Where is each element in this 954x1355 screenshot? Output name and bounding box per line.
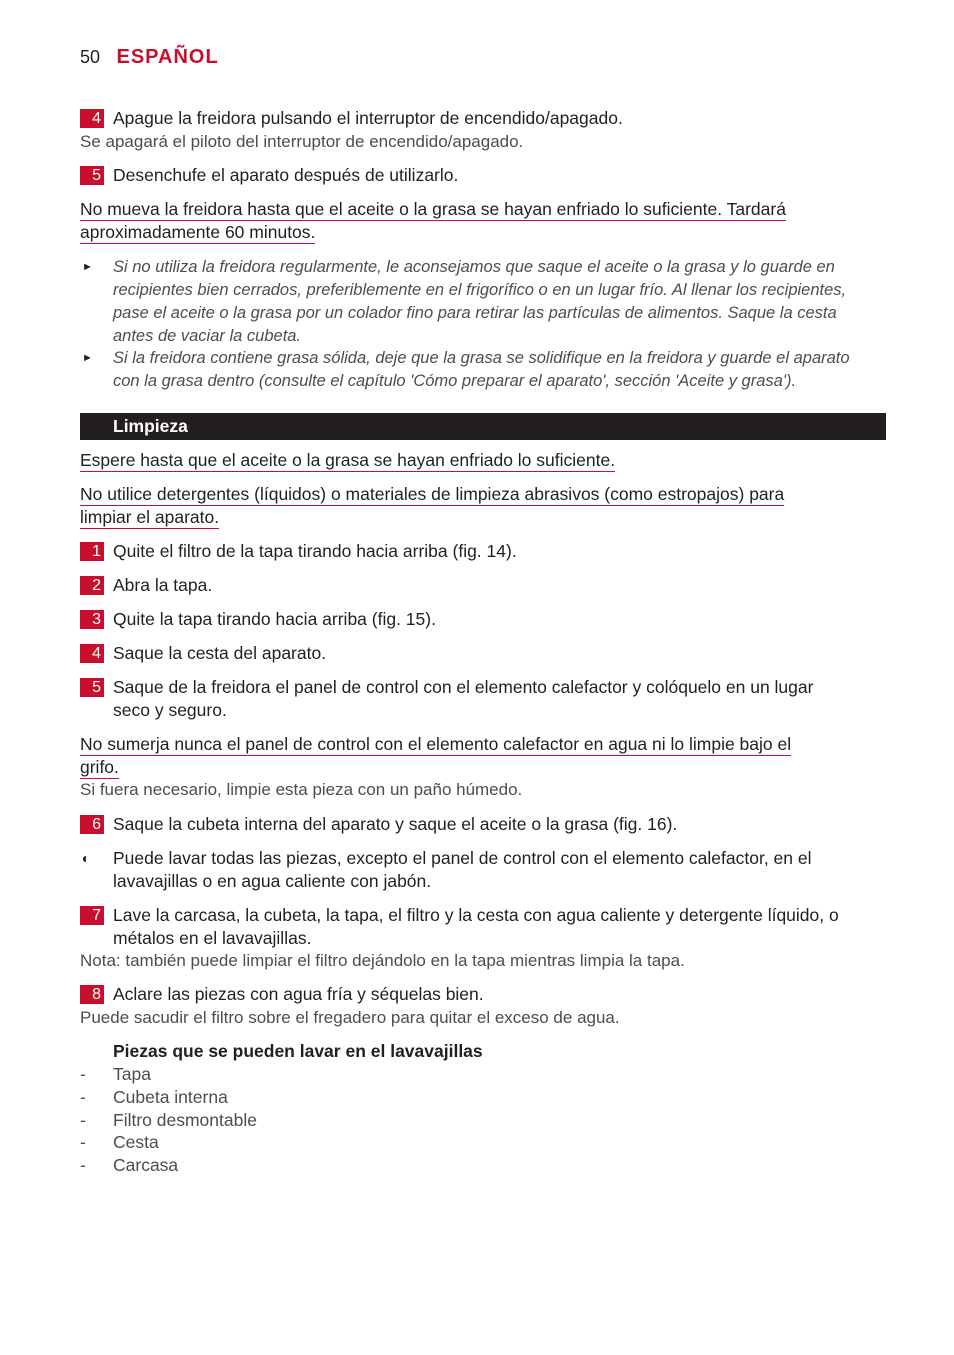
step-number-badge: 3 — [80, 610, 104, 629]
step-4-off — [80, 107, 886, 130]
page-number: 50 — [80, 47, 101, 67]
step-text: Saque de la freidora el panel de control con el elemento calefactor y colóquelo en un lugar — [113, 677, 814, 697]
step-number-badge: 4 — [80, 644, 104, 663]
step-number-badge: 2 — [80, 576, 104, 595]
tip-line: Si la freidora contiene grasa sólida, deje que la grasa se solidifique en la freidora y guarde el aparato — [113, 349, 850, 367]
dishwasher-parts-title: Piezas que se pueden lavar en el lavavajillas — [113, 1041, 483, 1061]
step-text: métalos en el lavavajillas. — [113, 928, 312, 948]
step-number-badge: 4 — [80, 109, 104, 128]
warning-line: Espere hasta que el aceite o la grasa se hayan enfriado lo suficiente. — [80, 450, 616, 470]
step-6-inner-bowl — [80, 813, 886, 836]
page-header — [80, 46, 219, 69]
dishwasher-info — [80, 847, 886, 893]
step-5-control-panel — [80, 676, 886, 722]
tip-line: antes de vaciar la cubeta. — [113, 327, 302, 345]
warning-do-not-move — [80, 198, 786, 244]
step-number-badge: 7 — [80, 906, 104, 925]
warning-line: No mueva la freidora hasta que el aceite o la grasa se hayan enfriado lo suficiente. Tardará — [80, 199, 786, 219]
info-line: Puede lavar todas las piezas, excepto el panel de control con el elemento calefactor, en el — [113, 848, 812, 868]
step-number-badge: 5 — [80, 678, 104, 697]
step-3-remove-lid — [80, 608, 886, 631]
step-8-note: Puede sacudir el filtro sobre el fregadero para quitar el exceso de agua. — [80, 1008, 620, 1027]
step-text: Saque la cesta del aparato. — [113, 643, 327, 663]
step-text: Lave la carcasa, la cubeta, la tapa, el filtro y la cesta con agua caliente y detergente líquido, o — [113, 905, 839, 925]
warning-wait-cool — [80, 449, 615, 472]
warning-line: limpiar el aparato. — [80, 507, 220, 527]
step-7-note: Nota: también puede limpiar el filtro dejándolo en la tapa mientras limpia la tapa. — [80, 951, 685, 970]
warning-line: No utilice detergentes (líquidos) o materiales de limpieza abrasivos (como estropajos) para — [80, 484, 785, 504]
tip-storage — [80, 256, 886, 348]
list-item: - Filtro desmontable — [80, 1110, 257, 1130]
bullet-arrow-icon: ► — [82, 261, 93, 273]
list-item: - Cubeta interna — [80, 1087, 228, 1107]
step-7-wash — [80, 904, 886, 950]
tip-line: recipientes bien cerrados, preferiblemente en el frigorífico o en un lugar frío. Al llenar los recipientes, — [113, 281, 847, 299]
step-number-badge: 1 — [80, 542, 104, 561]
tip-solid-fat — [80, 347, 886, 393]
warning-no-detergents — [80, 483, 784, 529]
step-number-badge: 8 — [80, 985, 104, 1004]
list-item: - Carcasa — [80, 1155, 179, 1175]
tip-line: Si no utiliza la freidora regularmente, le aconsejamos que saque el aceite o la grasa y lo guarde en — [113, 258, 835, 276]
warning-do-not-submerge — [80, 733, 791, 779]
step-number-badge: 6 — [80, 815, 104, 834]
warning-line: No sumerja nunca el panel de control con el elemento calefactor en agua ni lo limpie bajo el — [80, 734, 792, 754]
submerge-note: Si fuera necesario, limpie esta pieza con un paño húmedo. — [80, 780, 523, 799]
step-text: Desenchufe el aparato después de utilizarlo. — [113, 165, 459, 185]
chevron-right-icon: ◖ — [80, 850, 89, 866]
step-number-badge: 5 — [80, 166, 104, 185]
step-5-unplug — [80, 164, 886, 187]
step-2-open-lid — [80, 574, 886, 597]
warning-line: aproximadamente 60 minutos. — [80, 222, 316, 242]
warning-line: grifo. — [80, 757, 119, 777]
step-4-result: Se apagará el piloto del interruptor de encendido/apagado. — [80, 132, 524, 151]
step-1-filter — [80, 540, 886, 563]
step-text: seco y seguro. — [113, 700, 227, 720]
step-text: Quite la tapa tirando hacia arriba (fig. 15). — [113, 609, 436, 629]
step-4-basket — [80, 642, 886, 665]
tip-line: con la grasa dentro (consulte el capítulo 'Cómo preparar el aparato', sección 'Aceite y grasa'). — [113, 372, 797, 390]
step-text: Aclare las piezas con agua fría y séquelas bien. — [113, 984, 484, 1004]
bullet-arrow-icon: ► — [82, 352, 93, 364]
list-item: - Tapa — [80, 1064, 151, 1084]
step-text: Quite el filtro de la tapa tirando hacia arriba (fig. 14). — [113, 541, 517, 561]
step-text: Abra la tapa. — [113, 575, 213, 595]
info-line: lavavajillas o en agua caliente con jabón. — [113, 871, 432, 891]
step-text: Apague la freidora pulsando el interruptor de encendido/apagado. — [113, 108, 623, 128]
tip-line: pase el aceite o la grasa por un colador fino para retirar las partículas de alimentos. Saque la cesta — [113, 304, 837, 322]
step-8-rinse — [80, 983, 886, 1006]
step-text: Saque la cubeta interna del aparato y saque el aceite o la grasa (fig. 16). — [113, 814, 678, 834]
language-heading: ESPAÑOL — [116, 46, 219, 68]
list-item: - Cesta — [80, 1132, 159, 1152]
section-heading-bar — [80, 413, 886, 440]
section-title: Limpieza — [113, 416, 188, 436]
